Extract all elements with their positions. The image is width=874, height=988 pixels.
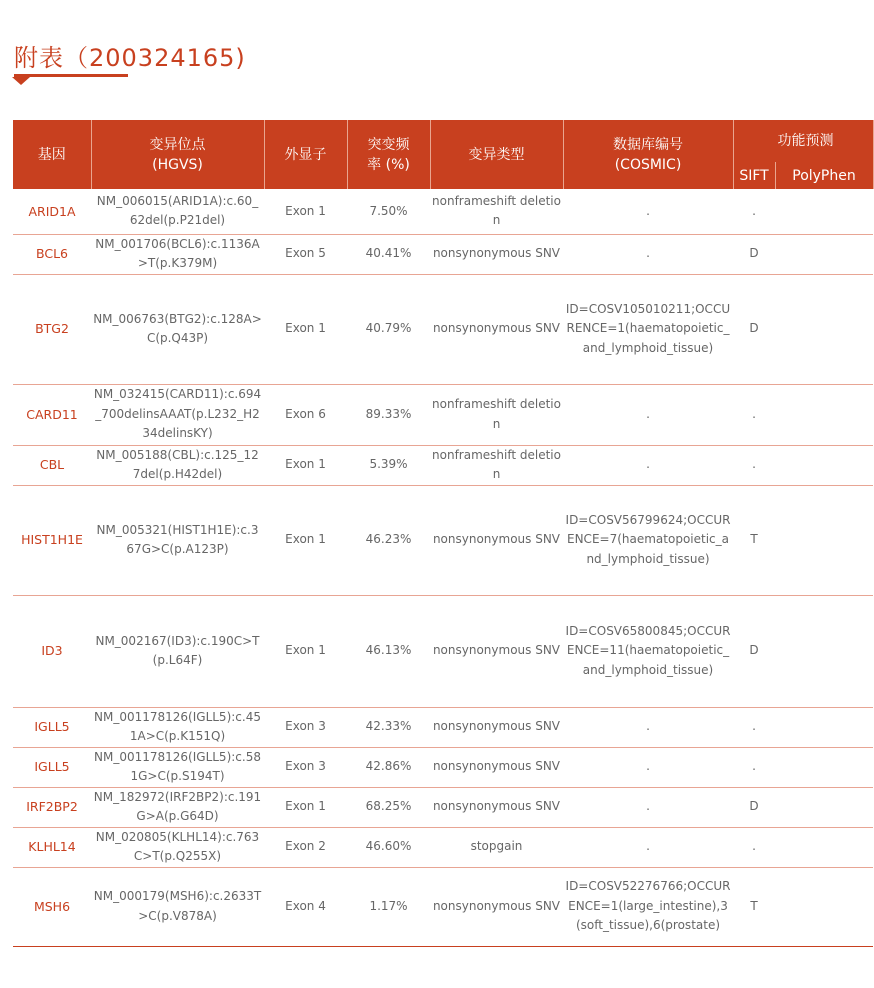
cell-sift: D xyxy=(733,274,775,384)
cell-variant-type: nonsynonymous SNV xyxy=(430,234,563,274)
cell-hgvs: NM_006015(ARID1A):c.60_62del(p.P21del) xyxy=(91,189,264,234)
table-row xyxy=(13,485,873,595)
cell-sift: D xyxy=(733,234,775,274)
table-row xyxy=(13,274,873,384)
cell-exon: Exon 1 xyxy=(264,485,347,595)
page-header xyxy=(14,38,246,73)
table-row xyxy=(13,747,873,787)
table-body xyxy=(13,189,873,946)
cell-exon: Exon 1 xyxy=(264,445,347,485)
mutation-table-container xyxy=(13,120,856,947)
cell-sift: . xyxy=(733,445,775,485)
cell-hgvs: NM_032415(CARD11):c.694_700delinsAAAT(p.L232_H234delinsKY) xyxy=(91,384,264,445)
cell-gene: CBL xyxy=(13,445,91,485)
cell-frequency: 46.60% xyxy=(347,827,430,867)
table-row xyxy=(13,787,873,827)
cell-cosmic: ID=COSV52276766;OCCURENCE=1(large_intestine),3(soft_tissue),6(prostate) xyxy=(563,867,733,946)
cell-frequency: 68.25% xyxy=(347,787,430,827)
cell-frequency: 5.39% xyxy=(347,445,430,485)
cell-frequency: 42.86% xyxy=(347,747,430,787)
header-exon: 外显子 xyxy=(264,120,347,189)
header-type: 变异类型 xyxy=(430,120,563,189)
cell-sift: . xyxy=(733,747,775,787)
cell-hgvs: NM_020805(KLHL14):c.763C>T(p.Q255X) xyxy=(91,827,264,867)
cell-exon: Exon 1 xyxy=(264,274,347,384)
title-underline xyxy=(14,74,128,77)
title-marker-icon xyxy=(12,77,30,85)
cell-gene: BTG2 xyxy=(13,274,91,384)
cell-gene: KLHL14 xyxy=(13,827,91,867)
cell-sift: . xyxy=(733,384,775,445)
cell-gene: BCL6 xyxy=(13,234,91,274)
cell-exon: Exon 2 xyxy=(264,827,347,867)
table-row xyxy=(13,827,873,867)
table-header xyxy=(13,120,873,189)
header-freq xyxy=(347,120,430,189)
cell-hgvs: NM_001178126(IGLL5):c.581G>C(p.S194T) xyxy=(91,747,264,787)
cell-frequency: 42.33% xyxy=(347,707,430,747)
cell-exon: Exon 1 xyxy=(264,787,347,827)
cell-variant-type: nonsynonymous SNV xyxy=(430,787,563,827)
cell-hgvs: NM_005188(CBL):c.125_127del(p.H42del) xyxy=(91,445,264,485)
header-cosmic-line1: 数据库编号 xyxy=(613,136,683,153)
cell-cosmic: . xyxy=(563,827,733,867)
cell-sift: . xyxy=(733,827,775,867)
cell-variant-type: stopgain xyxy=(430,827,563,867)
cell-variant-type: nonsynonymous SNV xyxy=(430,274,563,384)
cell-hgvs: NM_006763(BTG2):c.128A>C(p.Q43P) xyxy=(91,274,264,384)
cell-polyphen xyxy=(775,595,873,707)
cell-variant-type: nonsynonymous SNV xyxy=(430,595,563,707)
cell-gene: CARD11 xyxy=(13,384,91,445)
cell-sift: . xyxy=(733,707,775,747)
cell-exon: Exon 1 xyxy=(264,189,347,234)
cell-exon: Exon 4 xyxy=(264,867,347,946)
header-freq-line1: 突变频 xyxy=(367,136,410,153)
cell-polyphen xyxy=(775,234,873,274)
cell-variant-type: nonframeshift deletion xyxy=(430,445,563,485)
table-row xyxy=(13,384,873,445)
cell-polyphen xyxy=(775,867,873,946)
cell-variant-type: nonsynonymous SNV xyxy=(430,707,563,747)
cell-sift: D xyxy=(733,787,775,827)
cell-gene: MSH6 xyxy=(13,867,91,946)
cell-polyphen xyxy=(775,384,873,445)
table-row xyxy=(13,189,873,234)
cell-cosmic: . xyxy=(563,707,733,747)
cell-gene: IGLL5 xyxy=(13,747,91,787)
header-sift: SIFT xyxy=(733,162,775,189)
cell-variant-type: nonsynonymous SNV xyxy=(430,485,563,595)
table-row xyxy=(13,445,873,485)
cell-sift: T xyxy=(733,867,775,946)
cell-variant-type: nonsynonymous SNV xyxy=(430,867,563,946)
cell-hgvs: NM_002167(ID3):c.190C>T(p.L64F) xyxy=(91,595,264,707)
cell-cosmic: . xyxy=(563,787,733,827)
cell-frequency: 7.50% xyxy=(347,189,430,234)
cell-gene: IGLL5 xyxy=(13,707,91,747)
cell-polyphen xyxy=(775,189,873,234)
cell-sift: D xyxy=(733,595,775,707)
cell-hgvs: NM_005321(HIST1H1E):c.367G>C(p.A123P) xyxy=(91,485,264,595)
header-hgvs xyxy=(91,120,264,189)
cell-polyphen xyxy=(775,827,873,867)
header-polyphen: PolyPhen xyxy=(775,162,873,189)
header-freq-line2: 率 (%) xyxy=(367,156,410,173)
table-row xyxy=(13,595,873,707)
cell-exon: Exon 3 xyxy=(264,747,347,787)
cell-exon: Exon 5 xyxy=(264,234,347,274)
cell-cosmic: ID=COSV65800845;OCCURENCE=11(haematopoietic_and_lymphoid_tissue) xyxy=(563,595,733,707)
cell-polyphen xyxy=(775,274,873,384)
cell-hgvs: NM_001706(BCL6):c.1136A>T(p.K379M) xyxy=(91,234,264,274)
cell-gene: ID3 xyxy=(13,595,91,707)
table-row xyxy=(13,234,873,274)
cell-polyphen xyxy=(775,707,873,747)
cell-frequency: 46.13% xyxy=(347,595,430,707)
header-gene: 基因 xyxy=(13,120,91,189)
cell-variant-type: nonframeshift deletion xyxy=(430,189,563,234)
cell-polyphen xyxy=(775,485,873,595)
cell-variant-type: nonsynonymous SNV xyxy=(430,747,563,787)
table-row xyxy=(13,867,873,946)
mutation-table xyxy=(13,120,874,947)
cell-frequency: 40.41% xyxy=(347,234,430,274)
cell-polyphen xyxy=(775,747,873,787)
cell-frequency: 46.23% xyxy=(347,485,430,595)
cell-exon: Exon 1 xyxy=(264,595,347,707)
header-hgvs-line1: 变异位点 xyxy=(149,136,206,153)
cell-sift: . xyxy=(733,189,775,234)
cell-frequency: 1.17% xyxy=(347,867,430,946)
cell-gene: IRF2BP2 xyxy=(13,787,91,827)
header-function-prediction: 功能预测 xyxy=(733,120,873,162)
header-cosmic-line2: (COSMIC) xyxy=(614,156,682,173)
cell-exon: Exon 6 xyxy=(264,384,347,445)
page-title: 附表（200324165) xyxy=(14,44,246,72)
cell-exon: Exon 3 xyxy=(264,707,347,747)
cell-frequency: 89.33% xyxy=(347,384,430,445)
table-row xyxy=(13,707,873,747)
cell-cosmic: ID=COSV105010211;OCCURENCE=1(haematopoietic_and_lymphoid_tissue) xyxy=(563,274,733,384)
cell-hgvs: NM_182972(IRF2BP2):c.191G>A(p.G64D) xyxy=(91,787,264,827)
cell-variant-type: nonframeshift deletion xyxy=(430,384,563,445)
cell-cosmic: ID=COSV56799624;OCCURENCE=7(haematopoietic_and_lymphoid_tissue) xyxy=(563,485,733,595)
header-hgvs-line2: (HGVS) xyxy=(152,156,203,173)
cell-sift: T xyxy=(733,485,775,595)
cell-polyphen xyxy=(775,787,873,827)
cell-gene: HIST1H1E xyxy=(13,485,91,595)
cell-cosmic: . xyxy=(563,747,733,787)
header-cosmic xyxy=(563,120,733,189)
cell-cosmic: . xyxy=(563,384,733,445)
cell-cosmic: . xyxy=(563,445,733,485)
cell-hgvs: NM_001178126(IGLL5):c.451A>C(p.K151Q) xyxy=(91,707,264,747)
cell-frequency: 40.79% xyxy=(347,274,430,384)
cell-hgvs: NM_000179(MSH6):c.2633T>C(p.V878A) xyxy=(91,867,264,946)
cell-cosmic: . xyxy=(563,234,733,274)
cell-cosmic: . xyxy=(563,189,733,234)
cell-polyphen xyxy=(775,445,873,485)
cell-gene: ARID1A xyxy=(13,189,91,234)
